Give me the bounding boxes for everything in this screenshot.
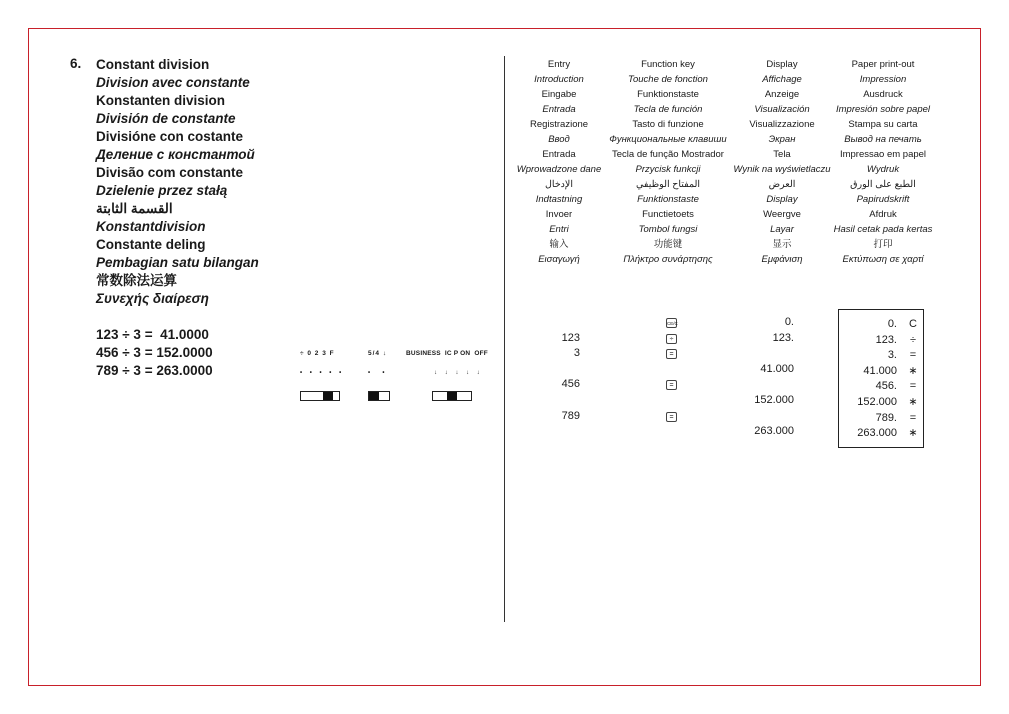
- print-header-3: Impresión sobre papel: [836, 104, 930, 115]
- entry-header-12: 输入: [549, 239, 569, 250]
- printout-line: [839, 410, 923, 426]
- printout-symbol: =: [909, 380, 917, 393]
- display-header-0: Display: [766, 59, 798, 70]
- decimal-selector-label: ÷ 0 2 3 F: [300, 350, 335, 357]
- title-2: Konstanten division: [96, 93, 226, 108]
- equation-1: 456 ÷ 3 = 152.0000: [96, 345, 213, 360]
- header-entry-column: [516, 57, 602, 267]
- title-5: Деление с константой: [96, 147, 255, 162]
- mode-switch-knob[interactable]: [447, 392, 457, 400]
- function-key-header-0: Function key: [641, 59, 695, 70]
- title-13: Συνεχής διαίρεση: [96, 291, 209, 306]
- mode-selector-switch[interactable]: [406, 336, 488, 408]
- printout-value: 3.: [887, 349, 897, 362]
- title-10: Constante deling: [96, 237, 206, 252]
- display-header-7: Wynik na wyświetlaczu: [733, 164, 831, 175]
- printout-value: 41.000: [863, 364, 897, 377]
- title-11: Pembagian satu bilangan: [96, 255, 259, 270]
- title-12: 常数除法运算: [96, 273, 177, 288]
- display-header-13: Εμφάνιση: [761, 254, 803, 265]
- entry-header-8: الإدخال: [545, 179, 573, 190]
- function-key-header-2: Funktionstaste: [637, 89, 699, 100]
- printout-line: [839, 425, 923, 441]
- rounding-switch-track: [368, 391, 390, 401]
- display-header-12: 显示: [772, 239, 792, 250]
- function-key-header-1: Touche de fonction: [628, 74, 708, 85]
- printout-value: 0.: [887, 318, 897, 330]
- print-header-6: Impressao em papel: [839, 149, 927, 160]
- function-key-header-4: Tasto di funzione: [632, 119, 704, 130]
- entry-header-4: Registrazione: [529, 119, 589, 130]
- function-key-header-11: Tombol fungsi: [638, 224, 698, 235]
- entry-header-10: Invoer: [545, 209, 573, 220]
- decimal-selector-switch[interactable]: [300, 336, 344, 408]
- title-7: Dzielenie przez stałą: [96, 183, 228, 198]
- rounding-dots: • •: [368, 370, 388, 376]
- mode-switch-track: [432, 391, 472, 401]
- title-list: [96, 56, 259, 308]
- title-3: División de constante: [96, 111, 236, 126]
- equation-list: [96, 326, 213, 380]
- display-header-2: Anzeige: [764, 89, 800, 100]
- printout-symbol: ÷: [909, 333, 917, 346]
- header-print-column: [818, 57, 948, 267]
- print-header-9: Papirudskrift: [856, 194, 910, 205]
- entry-header-7: Wprowadzone dane: [516, 164, 602, 175]
- entry-header-9: Indtastning: [535, 194, 583, 205]
- function-key-header-7: Przycisk funkcji: [635, 164, 701, 175]
- entry-header-3: Entrada: [542, 104, 576, 115]
- display-header-10: Weergve: [763, 209, 801, 220]
- print-header-2: Ausdruck: [863, 89, 903, 100]
- function-key-icon: CE/C: [666, 318, 677, 328]
- display-header-9: Display: [766, 194, 798, 205]
- function-key-icon: =: [666, 349, 677, 359]
- function-key-header-9: Funktionstaste: [637, 194, 699, 205]
- function-key-icon: =: [666, 380, 677, 390]
- printout-symbol: ∗: [908, 396, 918, 408]
- section-number: 6.: [70, 56, 82, 71]
- print-header-13: Εκτύπωση σε χαρτί: [842, 254, 924, 265]
- column-divider: [504, 56, 505, 622]
- print-header-5: Вывод на печать: [844, 134, 922, 145]
- title-4: Divisióne con costante: [96, 129, 244, 144]
- print-header-10: Afdruk: [869, 209, 897, 220]
- print-header-0: Paper print-out: [851, 59, 915, 70]
- function-key-header-3: Tecla de función: [633, 104, 703, 115]
- entry-value: 3: [573, 347, 580, 360]
- printout-symbol: ∗: [908, 427, 918, 440]
- display-header-3: Visualización: [754, 104, 810, 115]
- printout-value: 789.: [875, 411, 897, 424]
- function-key-header-6: Tecla de função Mostrador: [612, 149, 724, 160]
- paper-printout: [838, 309, 924, 448]
- entry-value: 123: [561, 331, 580, 344]
- printout-line: [839, 316, 923, 332]
- function-key-header-5: Функциональные клавиши: [609, 134, 727, 145]
- display-value: 123.: [772, 331, 794, 344]
- equation-0: 123 ÷ 3 = 41.0000: [96, 327, 209, 342]
- printout-symbol: ∗: [908, 364, 918, 377]
- title-9: Konstantdivision: [96, 219, 206, 234]
- function-key-icon: =: [666, 412, 677, 422]
- function-key-header-10: Functietoets: [642, 209, 694, 220]
- entry-header-0: Entry: [547, 59, 571, 70]
- header-function-key-column: [600, 57, 736, 267]
- print-header-7: Wydruk: [866, 164, 900, 175]
- printout-symbol: C: [909, 318, 917, 330]
- decimal-dots: • • • • •: [300, 370, 345, 376]
- entry-header-13: Εισαγωγή: [538, 254, 580, 265]
- printout-line: [839, 394, 923, 410]
- display-value: 152.000: [754, 394, 794, 406]
- entry-header-5: Ввод: [548, 134, 570, 145]
- print-header-1: Impression: [859, 74, 907, 85]
- title-8: القسمة الثابتة: [96, 201, 173, 216]
- entry-header-6: Entrada: [542, 149, 576, 160]
- print-header-4: Stampa su carta: [848, 119, 918, 130]
- function-key-header-8: المفتاح الوظيفي: [636, 179, 700, 190]
- print-header-11: Hasil cetak pada kertas: [833, 224, 933, 235]
- equation-2: 789 ÷ 3 = 263.0000: [96, 363, 213, 378]
- function-key-icon: ÷: [666, 334, 677, 344]
- title-6: Divisão com constante: [96, 165, 244, 180]
- printout-value: 152.000: [857, 396, 897, 408]
- printout-value: 456.: [875, 380, 897, 393]
- decimal-switch-knob[interactable]: [323, 392, 333, 400]
- rounding-selector-label: 5/4 ↓: [368, 350, 388, 357]
- printout-value: 263.000: [857, 427, 897, 440]
- function-key-header-12: 功能键: [653, 239, 683, 250]
- print-header-12: 打印: [873, 239, 893, 250]
- display-header-1: Affichage: [762, 74, 802, 85]
- mode-selector-label: BUSINESS IC P ON OFF: [406, 350, 488, 357]
- rounding-switch-knob[interactable]: [369, 392, 379, 400]
- entry-value: 789: [561, 409, 580, 422]
- display-header-5: Экран: [768, 134, 796, 145]
- display-value: 0.: [784, 316, 794, 328]
- printout-symbol: =: [909, 349, 917, 362]
- printout-line: [839, 378, 923, 394]
- entry-header-11: Entri: [549, 224, 569, 235]
- print-header-8: الطبع على الورق: [850, 179, 916, 190]
- display-header-11: Layar: [770, 224, 794, 235]
- printout-line: [839, 332, 923, 348]
- title-1: Division avec constante: [96, 75, 250, 90]
- printout-line: [839, 363, 923, 379]
- title-0: Constant division: [96, 57, 210, 72]
- printout-line: [839, 347, 923, 363]
- function-key-header-13: Πλήκτρο συνάρτησης: [623, 254, 713, 265]
- mode-dots: ↓ ↓ ↓ ↓ ↓: [434, 370, 483, 376]
- display-header-8: العرض: [768, 179, 796, 190]
- display-value: 41.000: [760, 362, 794, 375]
- printout-value: 123.: [875, 333, 897, 346]
- printout-symbol: =: [909, 411, 917, 424]
- decimal-switch-track: [300, 391, 340, 401]
- display-header-4: Visualizzazione: [749, 119, 815, 130]
- display-value: 263.000: [754, 425, 794, 438]
- entry-header-2: Eingabe: [541, 89, 577, 100]
- display-header-6: Tela: [773, 149, 791, 160]
- entry-value: 456: [561, 378, 580, 391]
- entry-header-1: Introduction: [534, 74, 584, 85]
- rounding-selector-switch[interactable]: [368, 336, 390, 408]
